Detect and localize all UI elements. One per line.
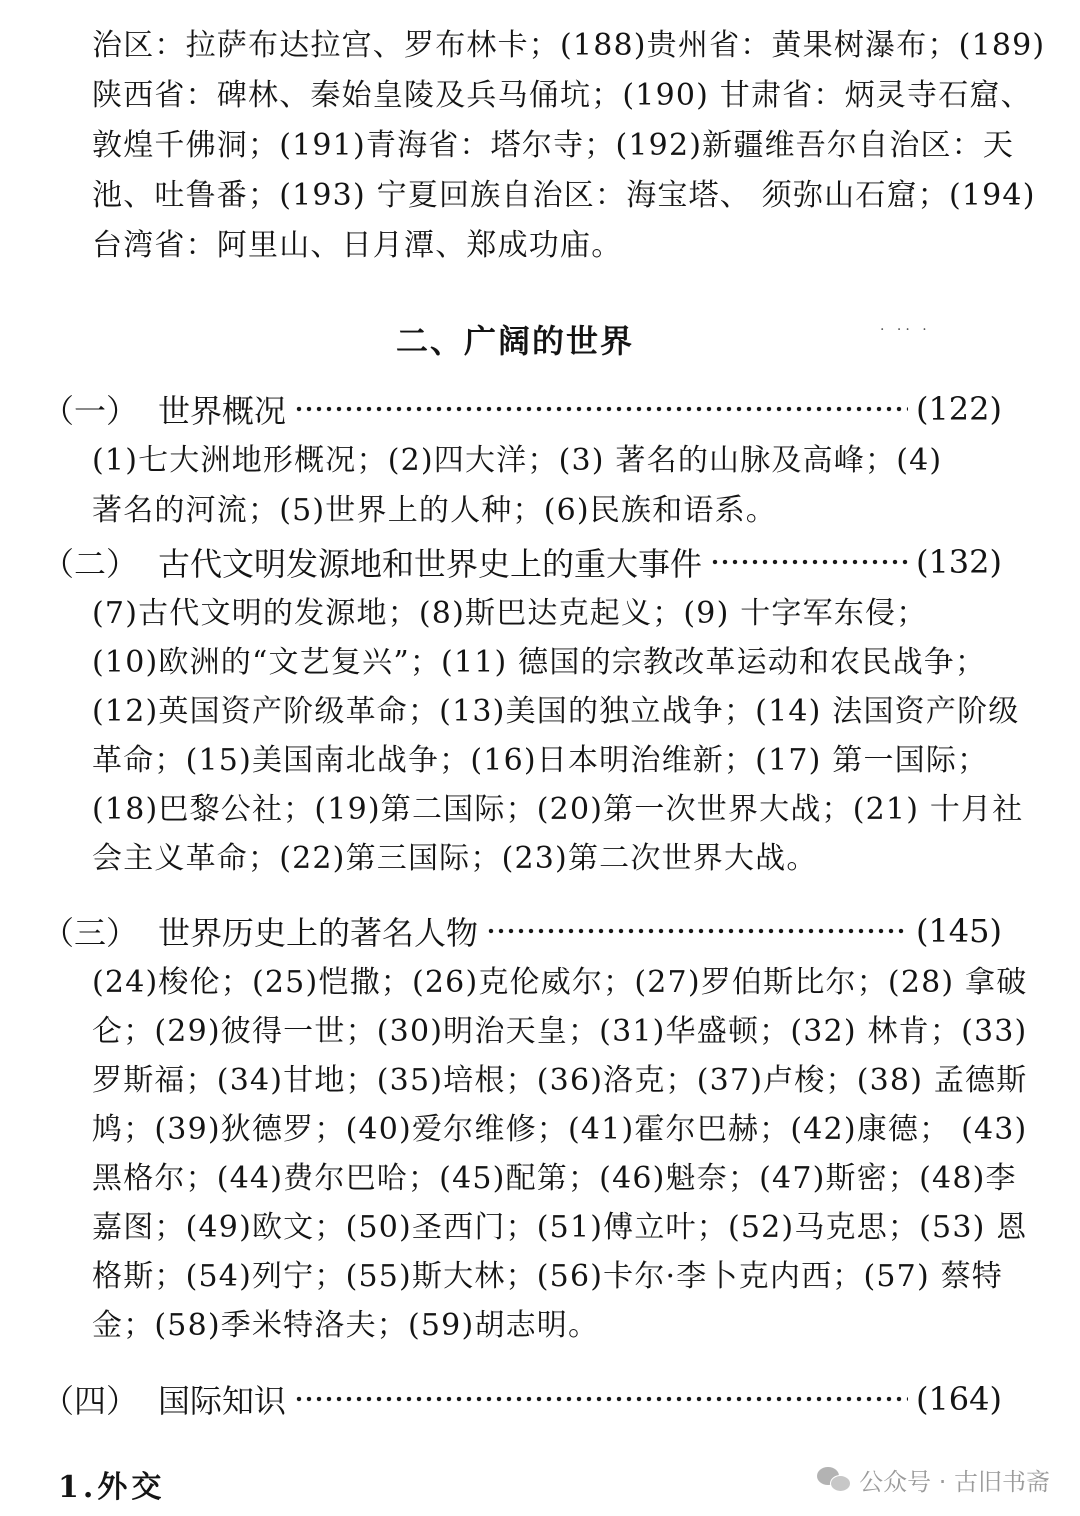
toc-entry-page: (122) — [915, 390, 1002, 428]
intro-line: 敦煌千佛洞；(191)青海省：塔尔寺；(192)新疆维吾尔自治区：天 — [92, 128, 1015, 163]
toc-entry-page: (132) — [915, 543, 1002, 581]
section-2-line: 会主义革命；(22)第三国际；(23)第二次世界大战。 — [92, 841, 818, 876]
toc-entry-title: 国际知识 — [158, 1382, 287, 1420]
part-heading: 二、广阔的世界 — [395, 322, 634, 360]
section-3-line: 罗斯福；(34)甘地；(35)培根；(36)洛克；(37)卢梭；(38) 孟德斯 — [92, 1063, 1028, 1098]
section-2-line: (12)英国资产阶级革命；(13)美国的独立战争；(14) 法国资产阶级 — [92, 694, 1020, 729]
section-3-line: 金；(58)季米特洛夫；(59)胡志明。 — [92, 1308, 600, 1343]
watermark-text: 公众号 · 古旧书斋 — [859, 1468, 1050, 1496]
toc-entry-number: （二） — [42, 545, 139, 583]
section-3-line: 嘉图；(49)欧文；(50)圣西门；(51)傅立叶；(52)马克思；(53) 恩 — [92, 1210, 1028, 1245]
toc-entry-number: （一） — [42, 392, 139, 430]
toc-entry-number: （四） — [42, 1382, 139, 1420]
leader-dots — [486, 927, 908, 935]
leader-dots — [294, 405, 908, 413]
intro-line: 池、吐鲁番；(193) 宁夏回族自治区：海宝塔、 须弥山石窟；(194) — [92, 178, 1036, 213]
watermark — [817, 1462, 1050, 1497]
toc-entry-title: 古代文明发源地和世界史上的重大事件 — [158, 545, 703, 583]
section-3-line: 仑；(29)彼得一世；(30)明治天皇；(31)华盛顿；(32) 林肯；(33) — [92, 1014, 1028, 1049]
intro-line: 治区：拉萨布达拉宫、罗布林卡；(188)贵州省：黄果树瀑布；(189) — [92, 28, 1046, 63]
section-1-line: 著名的河流；(5)世界上的人种；(6)民族和语系。 — [92, 493, 777, 528]
section-1-line: (1)七大洲地形概况；(2)四大洋；(3) 著名的山脉及高峰；(4) — [92, 443, 943, 478]
section-2-line: (10)欧洲的“文艺复兴”；(11) 德国的宗教改革运动和农民战争； — [92, 645, 987, 680]
toc-entry-page: (164) — [915, 1380, 1002, 1418]
section-2-line: (18)巴黎公社；(19)第二国际；(20)第一次世界大战；(21) 十月社 — [92, 792, 1024, 827]
scan-speck: · ·· · — [880, 322, 931, 338]
intro-line: 陕西省：碑林、秦始皇陵及兵马俑坑；(190) 甘肃省：炳灵寺石窟、 — [92, 78, 1032, 113]
leader-dots — [710, 558, 908, 566]
toc-entry-page: (145) — [915, 912, 1002, 950]
toc-entry-3 — [42, 908, 1002, 954]
section-3-line: 格斯；(54)列宁；(55)斯大林；(56)卡尔·李卜克内西；(57) 蔡特 — [92, 1259, 1003, 1294]
intro-line: 台湾省：阿里山、日月潭、郑成功庙。 — [92, 228, 623, 263]
section-2-line: 革命；(15)美国南北战争；(16)日本明治维新；(17) 第一国际； — [92, 743, 989, 778]
toc-entry-4 — [42, 1376, 1002, 1422]
toc-entry-1 — [42, 386, 1002, 432]
leader-dots — [294, 1395, 908, 1403]
subheading: 1.外交 — [58, 1470, 166, 1505]
toc-entry-number: （三） — [42, 914, 139, 952]
toc-entry-title: 世界历史上的著名人物 — [158, 914, 479, 952]
section-3-line: (24)梭伦；(25)恺撒；(26)克伦威尔；(27)罗伯斯比尔；(28) 拿破 — [92, 965, 1028, 1000]
toc-entry-title: 世界概况 — [158, 392, 287, 430]
section-3-line: 黑格尔；(44)费尔巴哈；(45)配第；(46)魁奈；(47)斯密；(48)李 — [92, 1161, 1017, 1196]
wechat-icon — [817, 1465, 851, 1495]
section-2-line: (7)古代文明的发源地；(8)斯巴达克起义；(9) 十字军东侵； — [92, 596, 928, 631]
toc-entry-2 — [42, 539, 1002, 585]
section-3-line: 鸠；(39)狄德罗；(40)爱尔维修；(41)霍尔巴赫；(42)康德； (43) — [92, 1112, 1028, 1147]
